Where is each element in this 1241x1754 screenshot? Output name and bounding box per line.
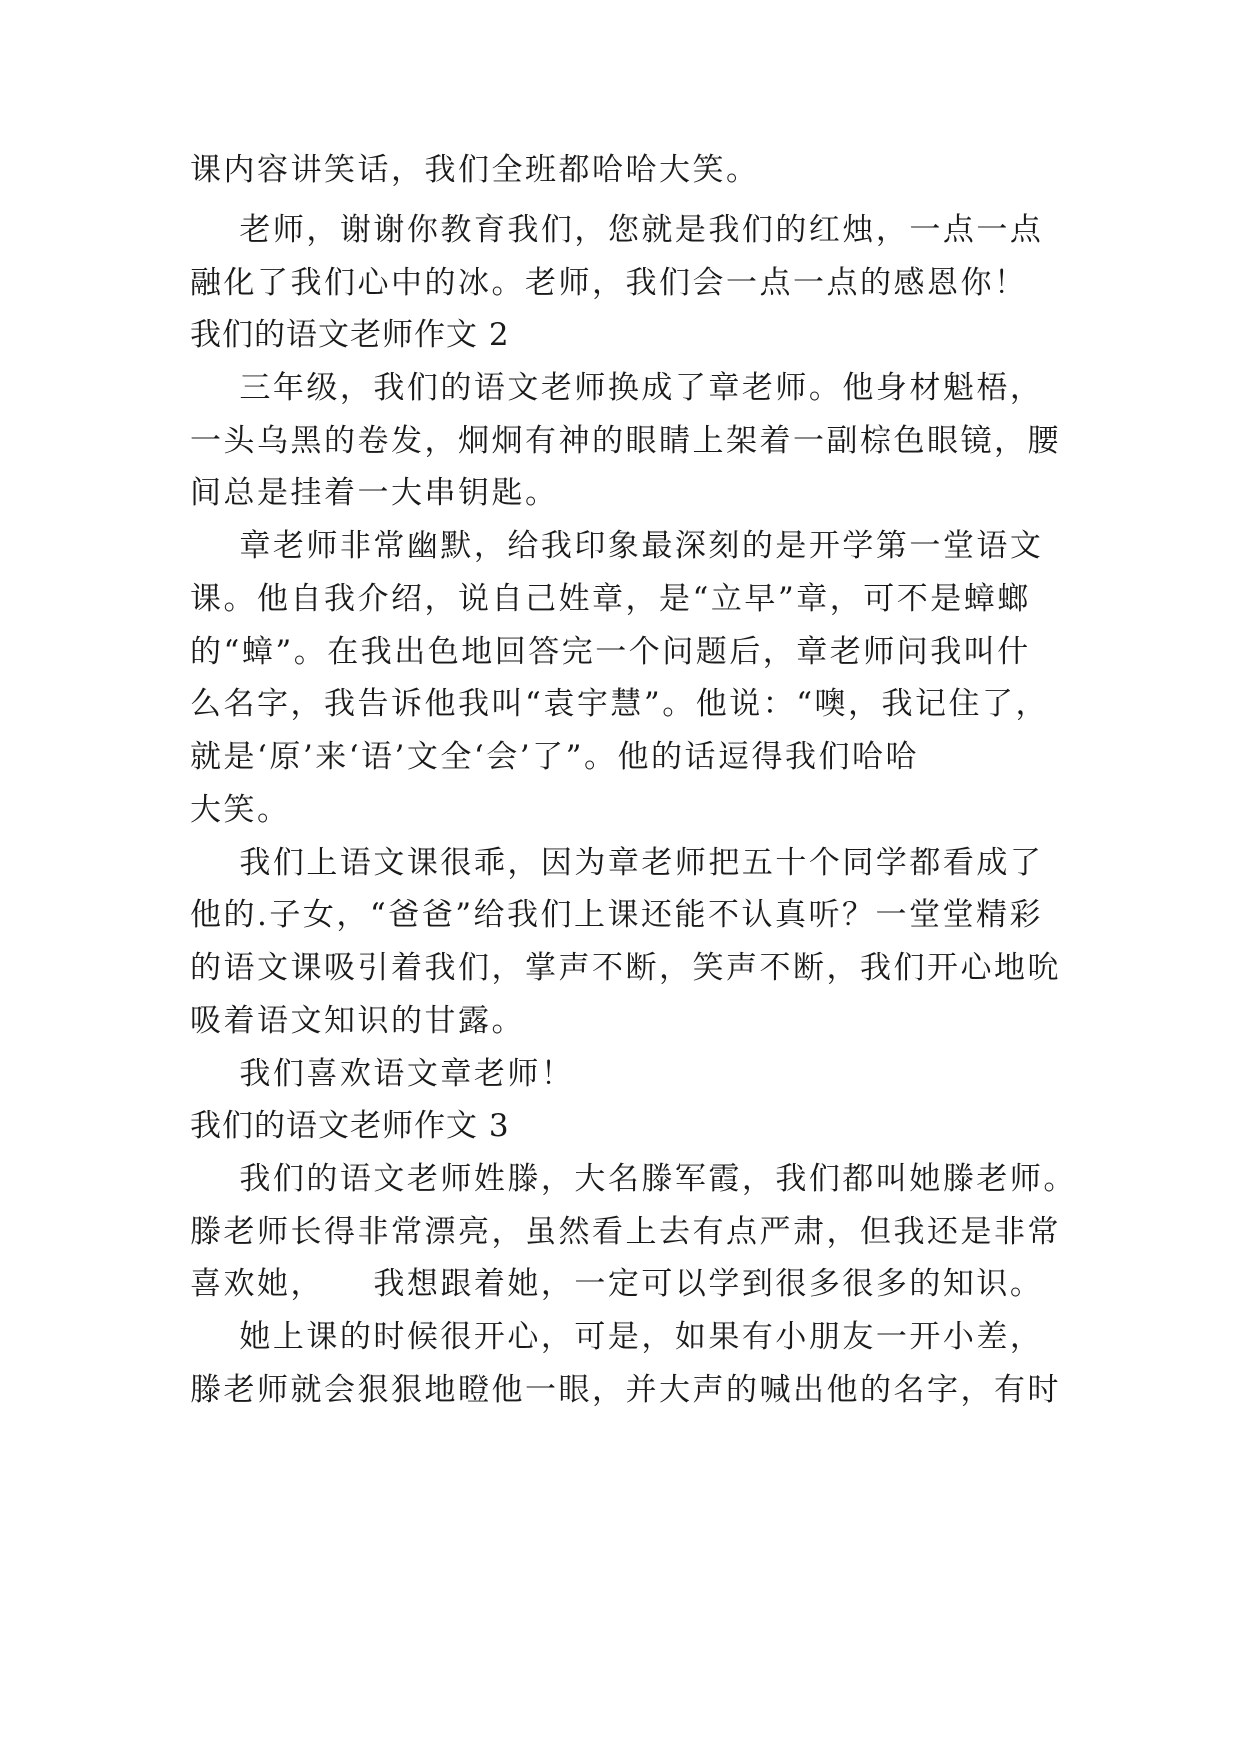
text-line: 课内容讲笑话，我们全班都哈哈大笑。 xyxy=(190,152,760,188)
text-line: 他的.子女，“爸爸”给我们上课还能不认真听？一堂堂精彩 xyxy=(190,897,1044,933)
text-line: 滕老师就会狠狠地瞪他一眼，并大声的喊出他的名字，有时 xyxy=(190,1372,1061,1408)
text-line: 我们的语文老师姓滕，大名滕军霞，我们都叫她滕老师。 xyxy=(190,1161,1077,1197)
text-line: 融化了我们心中的冰。老师，我们会一点一点的感恩你！ xyxy=(190,265,1028,301)
text-line: 一头乌黑的卷发，炯炯有神的眼睛上架着一副棕色眼镜，腰 xyxy=(190,423,1061,459)
section-heading: 我们的语文老师作文 3 xyxy=(190,1108,510,1144)
text-line: 老师，谢谢你教育我们，您就是我们的红烛，一点一点 xyxy=(190,212,1044,248)
text-line: 就是‘原’来‘语’文全‘会’了”。他的话逗得我们哈哈 xyxy=(190,739,919,775)
text-line: 大笑。 xyxy=(190,792,291,828)
text-line: 间总是挂着一大串钥匙。 xyxy=(190,475,559,511)
text-line: 我们喜欢语文章老师！ xyxy=(190,1056,575,1092)
text-line: 三年级，我们的语文老师换成了章老师。他身材魁梧， xyxy=(190,370,1044,406)
text-line: 么名字，我告诉他我叫“袁宇慧”。他说：“噢，我记住了， xyxy=(190,686,1050,722)
text-line: 喜欢她， 我想跟着她，一定可以学到很多很多的知识。 xyxy=(190,1266,1044,1302)
text-line: 我们上语文课很乖，因为章老师把五十个同学都看成了 xyxy=(190,845,1044,881)
text-line: 吸着语文知识的甘露。 xyxy=(190,1003,525,1039)
text-line: 的“蟑”。在我出色地回答完一个问题后，章老师问我叫什 xyxy=(190,634,1031,670)
text-line: 她上课的时候很开心，可是，如果有小朋友一开小差， xyxy=(190,1319,1044,1355)
text-line: 课。他自我介绍，说自己姓章，是“立早”章，可不是蟑螂 xyxy=(190,581,1031,617)
text-line: 章老师非常幽默，给我印象最深刻的是开学第一堂语文 xyxy=(190,528,1044,564)
text-line: 滕老师长得非常漂亮，虽然看上去有点严肃，但我还是非常 xyxy=(190,1214,1061,1250)
section-heading: 我们的语文老师作文 2 xyxy=(190,317,510,353)
text-line: 的语文课吸引着我们，掌声不断，笑声不断，我们开心地吮 xyxy=(190,950,1061,986)
